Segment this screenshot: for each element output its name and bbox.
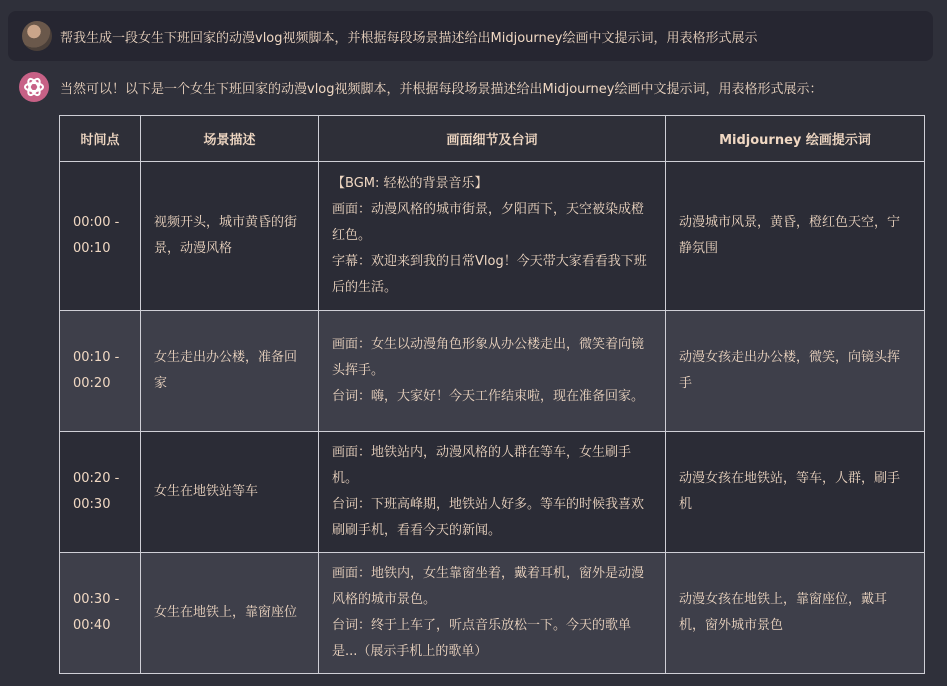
assistant-logo-icon	[23, 76, 45, 98]
header-time: 时间点	[60, 116, 141, 162]
prompt-cell: 动漫女孩在地铁站，等车，人群，刷手机	[666, 432, 925, 553]
time-start: 00:00 -	[73, 215, 120, 230]
time-cell	[60, 311, 141, 432]
time-end: 00:30	[73, 497, 111, 512]
header-details: 画面细节及台词	[319, 116, 666, 162]
time-cell	[60, 553, 141, 674]
header-scene: 场景描述	[141, 116, 319, 162]
script-table	[59, 115, 925, 674]
details-cell	[319, 311, 666, 432]
details-line: 【BGM: 轻松的背景音乐】	[332, 176, 488, 191]
details-line: 字幕：欢迎来到我的日常Vlog！今天带大家看看我下班后的生活。	[332, 254, 647, 295]
scene-cell: 视频开头，城市黄昏的街景，动漫风格	[141, 162, 319, 311]
details-line: 画面：地铁站内，动漫风格的人群在等车，女生刷手机。	[332, 445, 632, 486]
scene-cell: 女生在地铁站等车	[141, 432, 319, 553]
table-row	[60, 162, 925, 311]
time-end: 00:20	[73, 376, 111, 391]
user-message-text: 帮我生成一段女生下班回家的动漫vlog视频脚本，并根据每段场景描述给出Midjourney绘画中文提示词，用表格形式展示	[60, 31, 758, 46]
time-start: 00:10 -	[73, 350, 120, 365]
details-line: 台词：下班高峰期，地铁站人好多。等车的时候我喜欢刷刷手机，看看今天的新闻。	[332, 497, 645, 538]
prompt-cell: 动漫城市风景，黄昏，橙红色天空，宁静氛围	[666, 162, 925, 311]
scene-cell: 女生走出办公楼，准备回家	[141, 311, 319, 432]
details-line: 画面：女生以动漫角色形象从办公楼走出，微笑着向镜头挥手。	[332, 337, 645, 378]
details-line: 画面：地铁内，女生靠窗坐着，戴着耳机，窗外是动漫风格的城市景色。	[332, 566, 645, 607]
scene-cell: 女生在地铁上，靠窗座位	[141, 553, 319, 674]
time-start: 00:20 -	[73, 471, 120, 486]
prompt-cell: 动漫女孩走出办公楼，微笑，向镜头挥手	[666, 311, 925, 432]
assistant-avatar	[19, 72, 49, 102]
table-row	[60, 432, 925, 553]
details-cell	[319, 553, 666, 674]
time-end: 00:40	[73, 618, 111, 633]
details-line: 台词：嗨，大家好！今天工作结束啦，现在准备回家。	[332, 389, 645, 404]
user-message	[8, 11, 933, 61]
details-line: 台词：终于上车了，听点音乐放松一下。今天的歌单是...（展示手机上的歌单）	[332, 618, 632, 659]
time-start: 00:30 -	[73, 592, 120, 607]
table-header-row	[60, 116, 925, 162]
details-cell	[319, 162, 666, 311]
time-end: 00:10	[73, 241, 111, 256]
user-avatar	[22, 21, 52, 51]
prompt-cell: 动漫女孩在地铁上，靠窗座位，戴耳机，窗外城市景色	[666, 553, 925, 674]
time-cell	[60, 162, 141, 311]
details-cell	[319, 432, 666, 553]
time-cell	[60, 432, 141, 553]
details-line: 画面：动漫风格的城市街景，夕阳西下，天空被染成橙红色。	[332, 202, 645, 243]
assistant-intro-text: 当然可以！以下是一个女生下班回家的动漫vlog视频脚本，并根据每段场景描述给出Midjourney绘画中文提示词，用表格形式展示：	[60, 82, 823, 97]
table-row	[60, 311, 925, 432]
header-prompt: Midjourney 绘画提示词	[666, 116, 925, 162]
table-row	[60, 553, 925, 674]
